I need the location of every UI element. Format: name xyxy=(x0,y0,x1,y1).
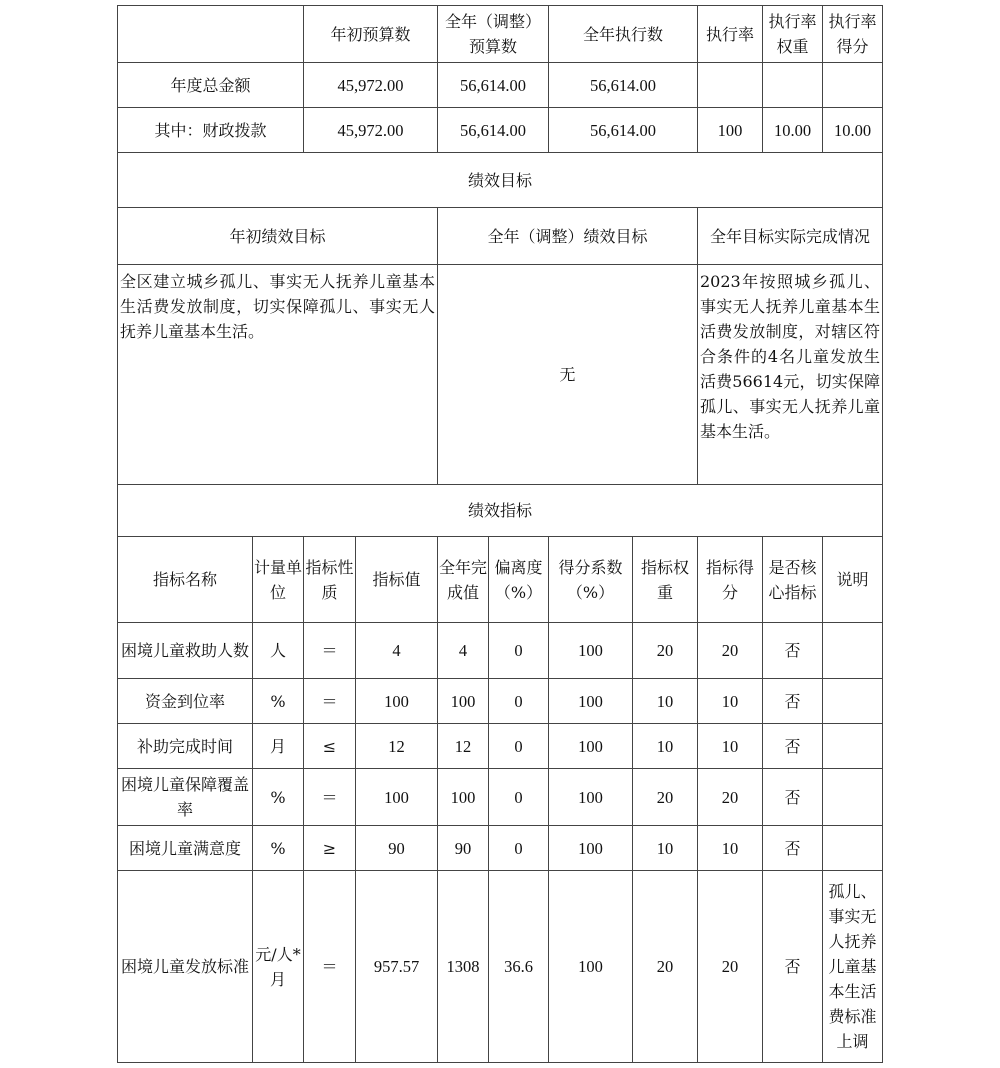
indicator-cell xyxy=(822,825,883,871)
indicator-cell: % xyxy=(252,825,304,871)
indicator-cell xyxy=(822,678,883,724)
budget-value-cell: 45,972.00 xyxy=(303,62,438,108)
indicator-name: 困境儿童满意度 xyxy=(117,825,253,871)
indicator-cell: % xyxy=(252,768,304,826)
goals-actual-text: 2023年按照城乡孤儿、事实无人抚养儿童基本生活费发放制度，对辖区符合条件的4名儿童发放生活费56614元，切实保障孤儿、事实无人抚养儿童基本生活。 xyxy=(697,264,883,485)
indicator-cell: 0 xyxy=(488,825,549,871)
goals-header-initial: 年初绩效目标 xyxy=(117,207,438,265)
indicator-cell: 否 xyxy=(762,825,823,871)
indicator-cell: 90 xyxy=(355,825,438,871)
indicator-cell: 0 xyxy=(488,723,549,769)
goals-section-title: 绩效目标 xyxy=(117,152,883,208)
indicator-cell: 100 xyxy=(548,678,633,724)
indicator-cell: 10 xyxy=(632,723,698,769)
indicator-cell: 20 xyxy=(632,622,698,679)
indicator-header-3: 指标值 xyxy=(355,536,438,623)
budget-value-cell xyxy=(762,62,823,108)
budget-header-5: 执行率得分 xyxy=(822,5,883,63)
budget-header-2: 全年执行数 xyxy=(548,5,698,63)
indicator-cell: 90 xyxy=(437,825,489,871)
budget-value-cell: 56,614.00 xyxy=(437,107,549,153)
indicator-header-4: 全年完成值 xyxy=(437,536,489,623)
indicator-cell: 100 xyxy=(548,622,633,679)
indicator-cell: ＝ xyxy=(303,678,356,724)
indicator-header-8: 指标得分 xyxy=(697,536,763,623)
indicator-cell: 10 xyxy=(697,825,763,871)
indicator-cell: 月 xyxy=(252,723,304,769)
indicator-cell: 否 xyxy=(762,723,823,769)
budget-value-cell: 10.00 xyxy=(822,107,883,153)
goals-adjusted-text: 无 xyxy=(437,264,698,485)
indicator-cell: 人 xyxy=(252,622,304,679)
budget-value-cell: 10.00 xyxy=(762,107,823,153)
indicator-cell: 36.6 xyxy=(488,870,549,1063)
indicator-header-10: 说明 xyxy=(822,536,883,623)
indicator-cell: 100 xyxy=(548,825,633,871)
budget-row-label: 年度总金额 xyxy=(117,62,304,108)
indicator-cell: 100 xyxy=(437,768,489,826)
indicator-cell xyxy=(822,723,883,769)
budget-header-1: 全年（调整）预算数 xyxy=(437,5,549,63)
budget-header-3: 执行率 xyxy=(697,5,763,63)
budget-value-cell: 100 xyxy=(697,107,763,153)
indicator-cell: 4 xyxy=(355,622,438,679)
indicator-cell: 957.57 xyxy=(355,870,438,1063)
goals-header-adjusted: 全年（调整）绩效目标 xyxy=(437,207,698,265)
indicator-cell xyxy=(822,768,883,826)
indicator-cell: 12 xyxy=(437,723,489,769)
indicator-header-0: 指标名称 xyxy=(117,536,253,623)
budget-value-cell: 56,614.00 xyxy=(548,107,698,153)
indicator-cell: 10 xyxy=(632,825,698,871)
indicator-cell: 0 xyxy=(488,768,549,826)
indicator-cell: ＝ xyxy=(303,622,356,679)
indicator-cell: 10 xyxy=(697,723,763,769)
indicator-cell: 100 xyxy=(355,678,438,724)
indicator-cell: 否 xyxy=(762,768,823,826)
indicator-name: 困境儿童救助人数 xyxy=(117,622,253,679)
indicator-cell: 100 xyxy=(548,768,633,826)
indicator-header-6: 得分系数（%） xyxy=(548,536,633,623)
indicator-header-9: 是否核心指标 xyxy=(762,536,823,623)
indicator-cell: ＝ xyxy=(303,768,356,826)
indicator-cell: 20 xyxy=(632,768,698,826)
indicator-cell: ＝ xyxy=(303,870,356,1063)
indicator-cell: 否 xyxy=(762,678,823,724)
indicators-section-title: 绩效指标 xyxy=(117,484,883,537)
indicator-cell xyxy=(822,622,883,679)
indicator-cell: ≥ xyxy=(303,825,356,871)
indicator-cell: 元/人*月 xyxy=(252,870,304,1063)
indicator-name: 困境儿童发放标准 xyxy=(117,870,253,1063)
indicator-cell: 否 xyxy=(762,622,823,679)
indicator-cell: 20 xyxy=(697,768,763,826)
indicator-name: 补助完成时间 xyxy=(117,723,253,769)
indicator-header-1: 计量单位 xyxy=(252,536,304,623)
budget-row-label: 其中：财政拨款 xyxy=(117,107,304,153)
indicator-cell: 20 xyxy=(632,870,698,1063)
indicator-header-5: 偏离度（%） xyxy=(488,536,549,623)
indicator-cell: 0 xyxy=(488,622,549,679)
indicator-cell: 10 xyxy=(632,678,698,724)
indicator-cell: 10 xyxy=(697,678,763,724)
indicator-name: 资金到位率 xyxy=(117,678,253,724)
indicator-cell: 0 xyxy=(488,678,549,724)
goals-initial-text: 全区建立城乡孤儿、事实无人抚养儿童基本生活费发放制度，切实保障孤儿、事实无人抚养儿童基本生活。 xyxy=(117,264,438,485)
indicator-cell: 20 xyxy=(697,622,763,679)
budget-corner-cell xyxy=(117,5,304,63)
budget-header-4: 执行率权重 xyxy=(762,5,823,63)
budget-value-cell: 45,972.00 xyxy=(303,107,438,153)
indicator-cell: % xyxy=(252,678,304,724)
indicator-cell: 孤儿、事实无人抚养儿童基本生活费标准上调 xyxy=(822,870,883,1063)
indicator-cell: 1308 xyxy=(437,870,489,1063)
budget-value-cell xyxy=(822,62,883,108)
indicator-cell: ≤ xyxy=(303,723,356,769)
indicator-name: 困境儿童保障覆盖率 xyxy=(117,768,253,826)
indicator-header-2: 指标性质 xyxy=(303,536,356,623)
budget-value-cell: 56,614.00 xyxy=(548,62,698,108)
indicator-cell: 4 xyxy=(437,622,489,679)
budget-header-0: 年初预算数 xyxy=(303,5,438,63)
indicator-header-7: 指标权重 xyxy=(632,536,698,623)
indicator-cell: 100 xyxy=(437,678,489,724)
budget-value-cell: 56,614.00 xyxy=(437,62,549,108)
indicator-cell: 100 xyxy=(355,768,438,826)
indicator-cell: 否 xyxy=(762,870,823,1063)
indicator-cell: 20 xyxy=(697,870,763,1063)
indicator-cell: 100 xyxy=(548,870,633,1063)
indicator-cell: 100 xyxy=(548,723,633,769)
indicator-cell: 12 xyxy=(355,723,438,769)
goals-header-actual: 全年目标实际完成情况 xyxy=(697,207,883,265)
budget-value-cell xyxy=(697,62,763,108)
